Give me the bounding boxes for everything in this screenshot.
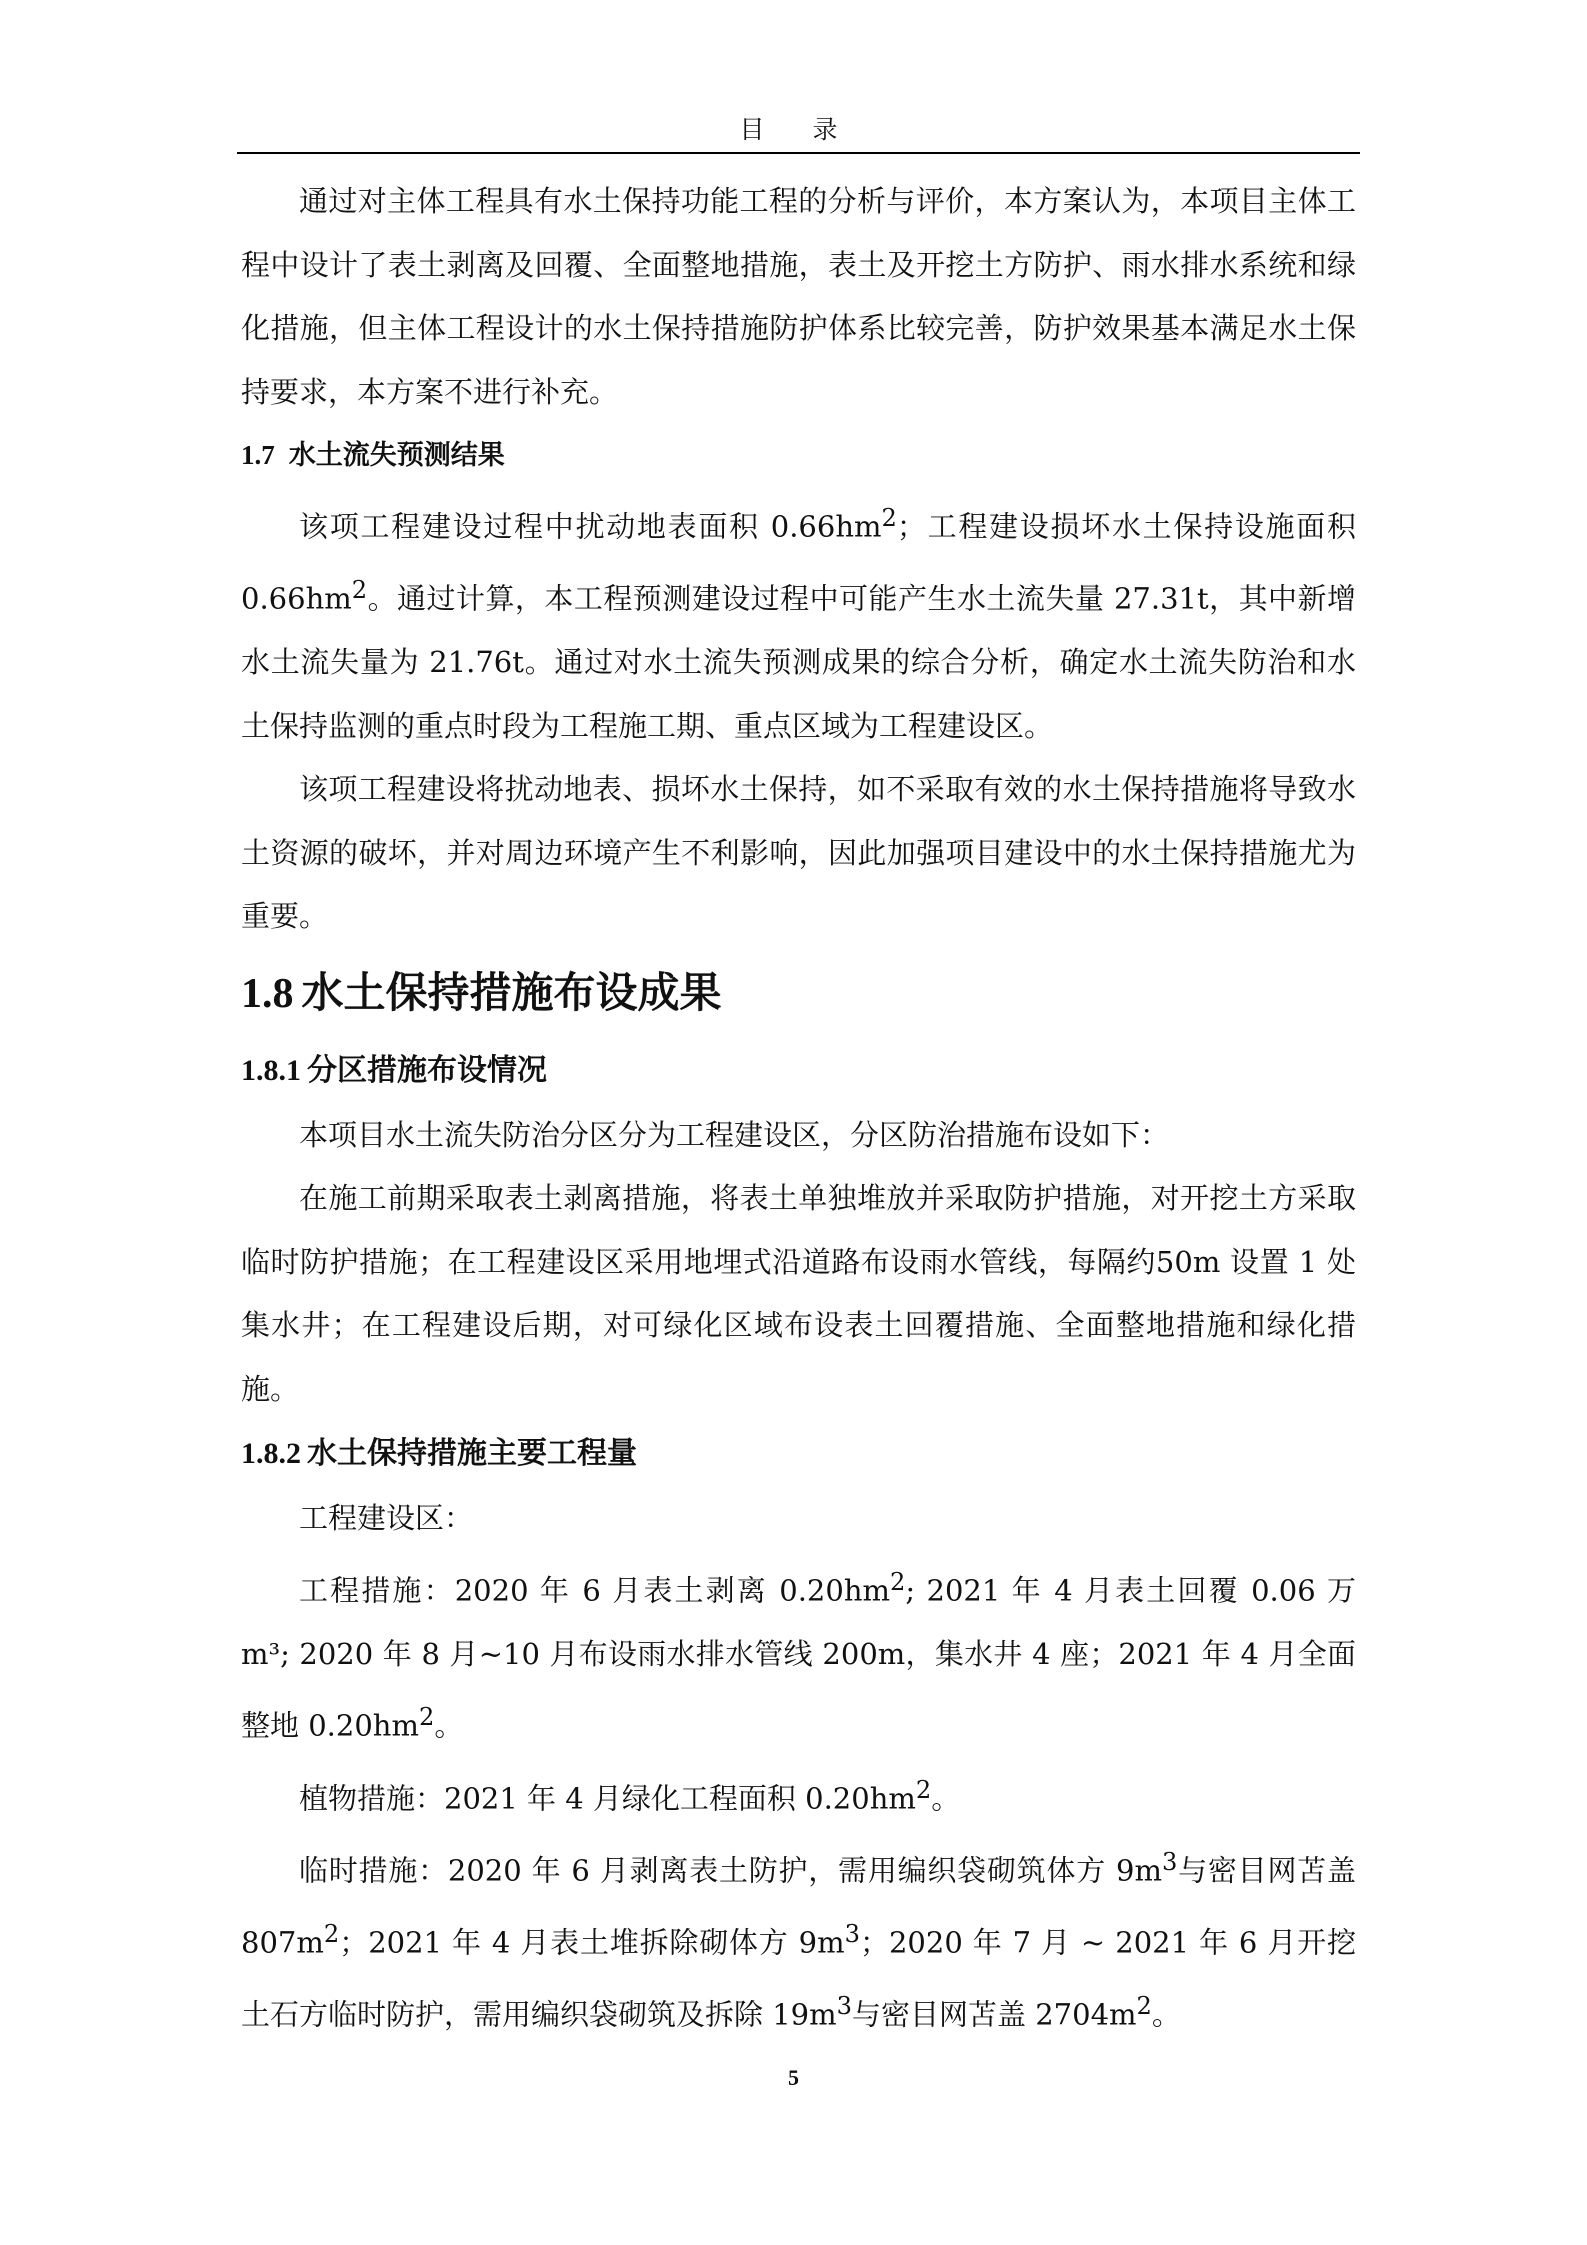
page-number: 5 bbox=[788, 2065, 799, 2090]
superscript: 3 bbox=[844, 1919, 860, 1948]
text-run: 该项工程建设过程中扰动地表面积 0.66hm bbox=[299, 509, 882, 544]
text-run: 。 bbox=[1151, 1997, 1181, 2032]
text-run: ; 2021 年 4 月表土回覆 0.06 万 m³; 2020 年 8 月~10 月布设雨水排水管线 200m，集水井 4 座；2021 年 4 月全面整地 0.20hm bbox=[241, 1573, 1357, 1744]
paragraph-construction-area: 工程建设区： bbox=[299, 1501, 474, 1536]
paragraph-zoning: 本项目水土流失防治分区分为工程建设区，分区防治措施布设如下： bbox=[299, 1117, 1170, 1152]
text-run: 。 bbox=[931, 1781, 961, 1816]
superscript: 2 bbox=[881, 504, 897, 532]
header-divider bbox=[237, 152, 1360, 154]
section-heading-1-8-2 bbox=[241, 1421, 1356, 1487]
superscript: 2 bbox=[1136, 1992, 1152, 2021]
text-run: ；2020 年 7 月 ~ 2021 年 6 月开挖土石方临时防护，需用编织袋砌筑及拆除 19m bbox=[241, 1925, 1356, 2032]
paragraph-analysis: 通过对主体工程具有水土保持功能工程的分析与评价，本方案认为，本项目主体工程中设计了表土剥离及回覆、全面整地措施，表土及开挖土方防护、雨水排水系统和绿化措施，但主体工程设计的水土保持措施防护体系比较完善，防护效果基本满足水土保持要求，本方案不进行补充。 bbox=[241, 184, 1356, 409]
section-heading-1-7 bbox=[241, 424, 1356, 487]
superscript: 3 bbox=[836, 1992, 852, 2021]
section-number: 1.7 bbox=[241, 440, 275, 470]
section-title: 水土保持措施布设成果 bbox=[301, 967, 722, 1017]
paragraph-importance: 该项工程建设将扰动地表、损坏水土保持，如不采取有效的水土保持措施将导致水土资源的破坏，并对周边环境产生不利影响，因此加强项目建设中的水土保持措施尤为重要。 bbox=[241, 772, 1356, 934]
page-body bbox=[241, 170, 1356, 2047]
section-number: 1.8.2 bbox=[241, 1437, 301, 1471]
text-run: 。通过计算，本工程预测建设过程中可能产生水土流失量 27.31t，其中新增水土流失量为 21.76t。通过对水土流失预测成果的综合分析，确定水土流失防治和水土保持监测的重点时段为工程施工期、重点区域为工程建设区。 bbox=[241, 581, 1356, 743]
paragraph-erosion-prediction bbox=[241, 487, 1356, 758]
superscript: 2 bbox=[915, 1775, 932, 1804]
paragraph-temporary-measures bbox=[241, 1831, 1356, 2047]
paragraph-plant-measures bbox=[241, 1759, 1356, 1831]
section-number: 1.8.1 bbox=[241, 1053, 301, 1087]
text-run: 。 bbox=[434, 1709, 464, 1744]
text-run: 与密目网苫盖 807m bbox=[241, 1853, 1356, 1960]
text-run: 工程措施：2020 年 6 月表土剥离 0.20hm bbox=[299, 1573, 891, 1608]
text-run: 临时措施：2020 年 6 月剥离表土防护，需用编织袋砌筑体方 9m bbox=[299, 1853, 1162, 1888]
paragraph-engineering-measures bbox=[241, 1551, 1356, 1759]
superscript: 2 bbox=[890, 1567, 906, 1596]
section-heading-1-8-1 bbox=[241, 1038, 1356, 1104]
superscript: 2 bbox=[323, 1919, 340, 1948]
text-run: ；2021 年 4 月表土堆拆除砌体方 9m bbox=[339, 1925, 845, 1960]
section-heading-1-8 bbox=[241, 949, 1356, 1038]
superscript: 2 bbox=[418, 1703, 435, 1732]
text-run: ；工程建设损坏水土保持设施面积 0.66hm bbox=[241, 509, 1356, 616]
section-title: 水土保持措施主要工程量 bbox=[307, 1436, 637, 1472]
superscript: 3 bbox=[1161, 1847, 1178, 1876]
section-title: 分区措施布设情况 bbox=[307, 1052, 547, 1088]
text-run: 植物措施：2021 年 4 月绿化工程面积 0.20hm bbox=[299, 1781, 916, 1816]
text-run: 与密目网苫盖 2704m bbox=[852, 1997, 1137, 2032]
page-header-title: 目 录 bbox=[739, 115, 858, 144]
section-title: 水土流失预测结果 bbox=[288, 440, 505, 471]
paragraph-measures: 在施工前期采取表土剥离措施，将表土单独堆放并采取防护措施，对开挖土方采取临时防护措施；在工程建设区采用地埋式沿道路布设雨水管线，每隔约50m 设置 1 处集水井；在工程建设后期，对可绿化区域布设表土回覆措施、全面整地措施和绿化措施。 bbox=[241, 1181, 1356, 1406]
section-number: 1.8 bbox=[241, 970, 294, 1017]
superscript: 2 bbox=[351, 576, 368, 605]
